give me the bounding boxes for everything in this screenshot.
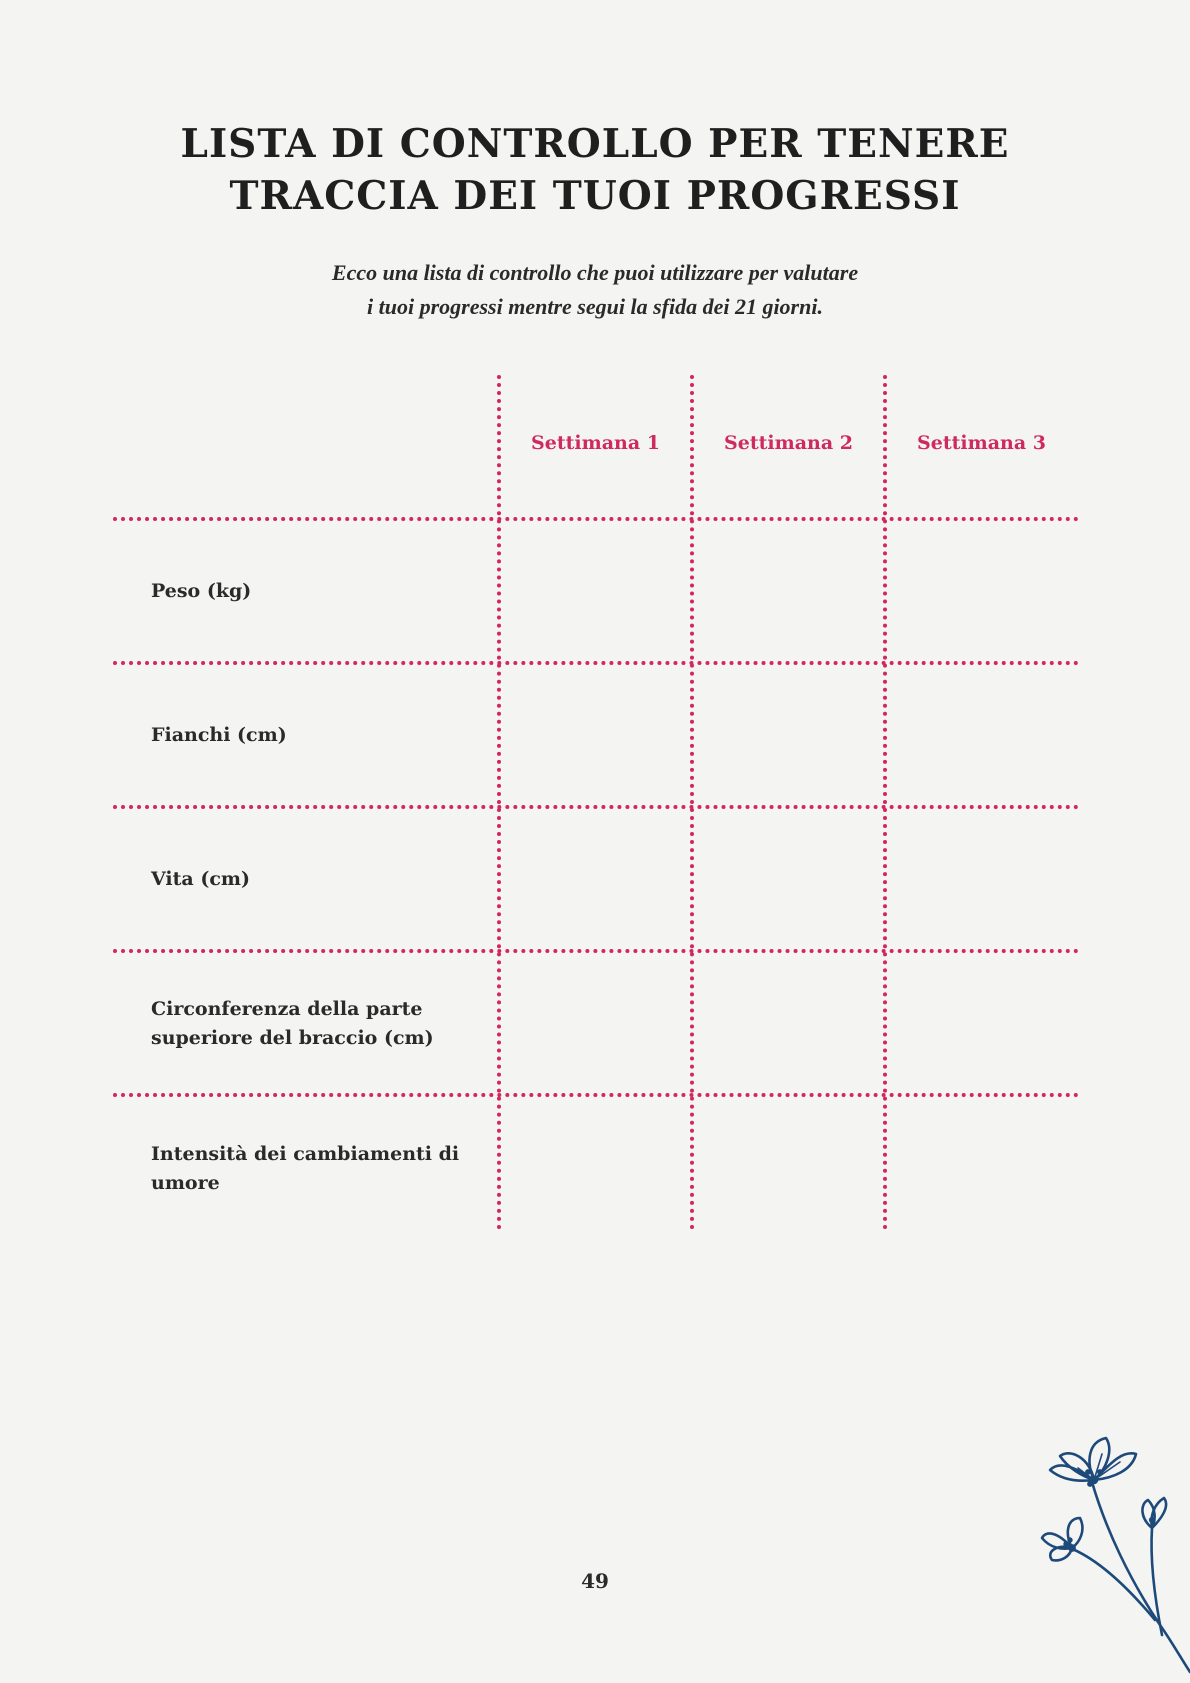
- cell-weight-week-1[interactable]: [503, 523, 688, 659]
- row-divider: [113, 661, 1079, 665]
- row-label-mood-swings: [151, 1140, 491, 1198]
- column-header-week-2: Settimana 2: [724, 432, 853, 454]
- cell-waist-week-3[interactable]: [889, 811, 1077, 947]
- row-divider: [113, 805, 1079, 809]
- row-label-upper-arm-line-2: superiore del braccio (cm): [151, 1027, 434, 1049]
- cell-upper-arm-week-3[interactable]: [889, 955, 1077, 1091]
- cell-waist-week-1[interactable]: [503, 811, 688, 947]
- intro-line-2: i tuoi progressi mentre segui la sfida dei 21 giorni.: [367, 294, 823, 319]
- row-label-upper-arm-line-1: Circonferenza della parte: [151, 998, 423, 1020]
- page-title-line-1: LISTA DI CONTROLLO PER TENERE: [180, 121, 1010, 167]
- cell-hips-week-1[interactable]: [503, 667, 688, 803]
- row-label-weight: Peso (kg): [151, 580, 252, 602]
- column-header-week-3: Settimana 3: [917, 432, 1046, 454]
- row-divider: [113, 1093, 1079, 1097]
- column-divider: [690, 375, 694, 1230]
- cell-mood-swings-week-2[interactable]: [696, 1099, 881, 1230]
- row-divider: [113, 517, 1079, 521]
- cell-weight-week-2[interactable]: [696, 523, 881, 659]
- row-divider: [113, 949, 1079, 953]
- column-divider: [883, 375, 887, 1230]
- cell-upper-arm-week-1[interactable]: [503, 955, 688, 1091]
- page-title: [0, 118, 1190, 222]
- intro-text: [0, 256, 1190, 324]
- page-number: 49: [581, 1569, 609, 1593]
- column-divider: [497, 375, 501, 1230]
- flower-illustration: [1010, 1420, 1190, 1683]
- row-label-mood-swings-line-1: Intensità dei cambiamenti di: [151, 1143, 460, 1165]
- cell-upper-arm-week-2[interactable]: [696, 955, 881, 1091]
- row-label-upper-arm: [151, 995, 491, 1053]
- cell-hips-week-2[interactable]: [696, 667, 881, 803]
- intro-line-1: Ecco una lista di controllo che puoi utilizzare per valutare: [331, 260, 859, 285]
- cell-mood-swings-week-3[interactable]: [889, 1099, 1077, 1230]
- row-label-hips: Fianchi (cm): [151, 724, 287, 746]
- cell-hips-week-3[interactable]: [889, 667, 1077, 803]
- column-header-week-1: Settimana 1: [531, 432, 660, 454]
- cell-waist-week-2[interactable]: [696, 811, 881, 947]
- row-label-mood-swings-line-2: umore: [151, 1172, 220, 1194]
- cell-weight-week-3[interactable]: [889, 523, 1077, 659]
- row-label-waist: Vita (cm): [151, 868, 250, 890]
- cell-mood-swings-week-1[interactable]: [503, 1099, 688, 1230]
- page-title-line-2: TRACCIA DEI TUOI PROGRESSI: [229, 173, 961, 219]
